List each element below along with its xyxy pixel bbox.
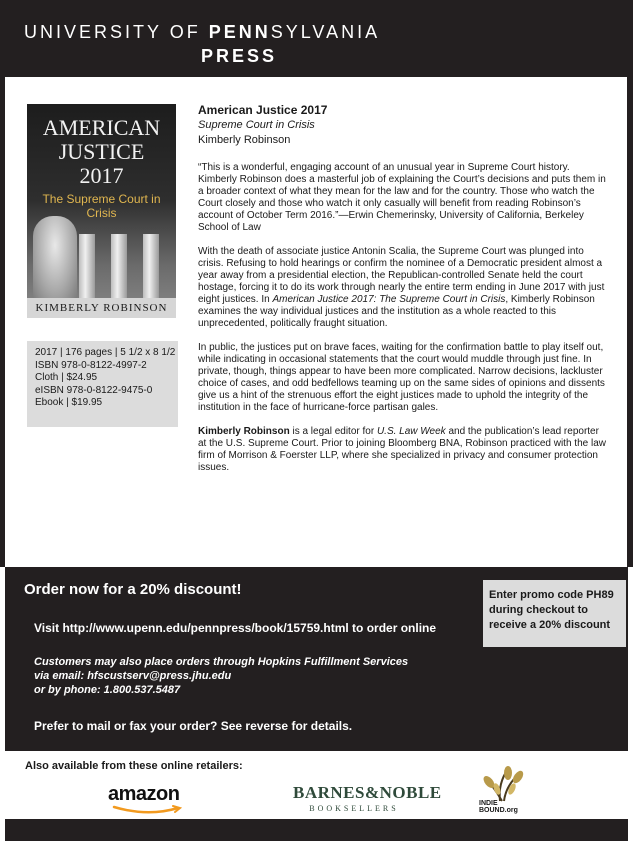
book-cover — [27, 104, 176, 318]
spec-ebook-price: Ebook | $19.95 — [35, 397, 103, 408]
cover-statue-image — [33, 216, 77, 300]
press-header — [0, 0, 633, 77]
retailers-label: Also available from these online retailers: — [25, 760, 243, 772]
order-email-link[interactable]: via email: hfscustserv@press.jhu.edu — [34, 670, 232, 682]
frame-right-border — [627, 77, 633, 567]
order-headline: Order now for a 20% discount! — [24, 581, 242, 598]
press-name-line-1: UNIVERSITY OF PENNSYLVANIA — [24, 22, 381, 42]
cover-column-image — [143, 234, 159, 300]
frame-left-border — [0, 77, 5, 567]
cover-title-line-2: JUSTICE — [58, 139, 145, 164]
cover-title-line-1: AMERICAN — [42, 115, 161, 140]
description-paragraph: In public, the justices put on brave faces, waiting for the confirmation battle to play itself out, while indicating in occasional statements that the court would muddle through just fine. In private, though, things appear to have been more complicated. Narrow decisions, lackluster choice of cases, and odd bedfellows teaming up on the same sides of opinions and dissents give us a hint of the strenuous effort the eight justices made to uphold the integrity of the institution in the face of hurricane-force partisan gales. — [198, 342, 605, 413]
promo-code-box: Enter promo code PH89 during checkout to receive a 20% discount — [483, 580, 626, 647]
spec-eisbn: eISBN 978-0-8122-9475-0 — [35, 384, 153, 396]
order-section — [5, 567, 628, 751]
press-name-line-2: PRESS — [201, 46, 278, 66]
amazon-logo[interactable]: amazon — [108, 783, 180, 805]
spec-pages: 2017 | 176 pages | 5 1/2 x 8 1/2 — [35, 347, 176, 358]
alternate-ordering-info: Customers may also place orders through Hopkins Fulfillment Services via email: hfscustserv@press.jhu.edu or by phone: 1.800.537.5487 — [34, 656, 409, 696]
endorsement-quote: “This is a wonderful, engaging account of an unusual year in Supreme Court history. Kimberly Robinson does a masterful job of explaining the Court’s decisions and puts them in a broader context of what they mean for the law and for the country. Those who watch the Court closely and those who watch it only casually will benefit from reading Robinson’s account of October Term 2016.”—Erwin Chemerinsky, University of California, Berkeley School of Law — [198, 162, 606, 233]
description-paragraph: With the death of associate justice Antonin Scalia, the Supreme Court was plunged into crisis. Refusing to hold hearings or confirm the nominee of a Democratic president almost a year away from a presidential election, the Republican-controlled Senate held the court hostage, forcing it to do its work through nearly the entire term ending in June 2017 with just eight justices. In American Justice 2017: The Supreme Court in Crisis, Kimberly Robinson examines the way individual justices and the institution as a whole reacted to this unprecedented, politically fraught situation. — [198, 246, 605, 329]
amazon-smile-icon — [112, 805, 184, 815]
book-subtitle: Supreme Court in Crisis — [198, 119, 315, 131]
order-phone: or by phone: 1.800.537.5487 — [34, 684, 181, 696]
footer-bar — [5, 819, 628, 841]
order-url-link[interactable]: Visit http://www.upenn.edu/pennpress/book/15759.html to order online — [34, 621, 437, 635]
author-bio: Kimberly Robinson is a legal editor for U.S. Law Week and the publication’s lead reporter at the U.S. Supreme Court. Prior to joining Bloomberg BNA, Robinson practiced with the law firm of Morrison & Foerster LLP, where she specialized in privacy and consumer protection issues. — [198, 426, 606, 473]
spec-isbn: ISBN 978-0-8122-4997-2 — [35, 359, 147, 371]
cover-title-year: 2017 — [79, 163, 124, 188]
book-author: Kimberly Robinson — [198, 134, 291, 146]
book-title: American Justice 2017 — [198, 103, 328, 117]
cover-column-image — [111, 234, 127, 300]
spec-cloth-price: Cloth | $24.95 — [35, 372, 98, 383]
indiebound-wordmark: INDIE BOUND.org — [479, 800, 518, 814]
barnes-noble-logo[interactable]: BARNES&NOBLE BOOKSELLERS — [293, 783, 442, 813]
cover-subtitle: The Supreme Court in Crisis — [42, 192, 161, 220]
mail-fax-note: Prefer to mail or fax your order? See reverse for details. — [34, 719, 353, 733]
cover-column-image — [79, 234, 95, 300]
cover-author: KIMBERLY ROBINSON — [35, 302, 168, 314]
book-description — [198, 103, 606, 474]
book-specs-panel — [27, 341, 178, 427]
